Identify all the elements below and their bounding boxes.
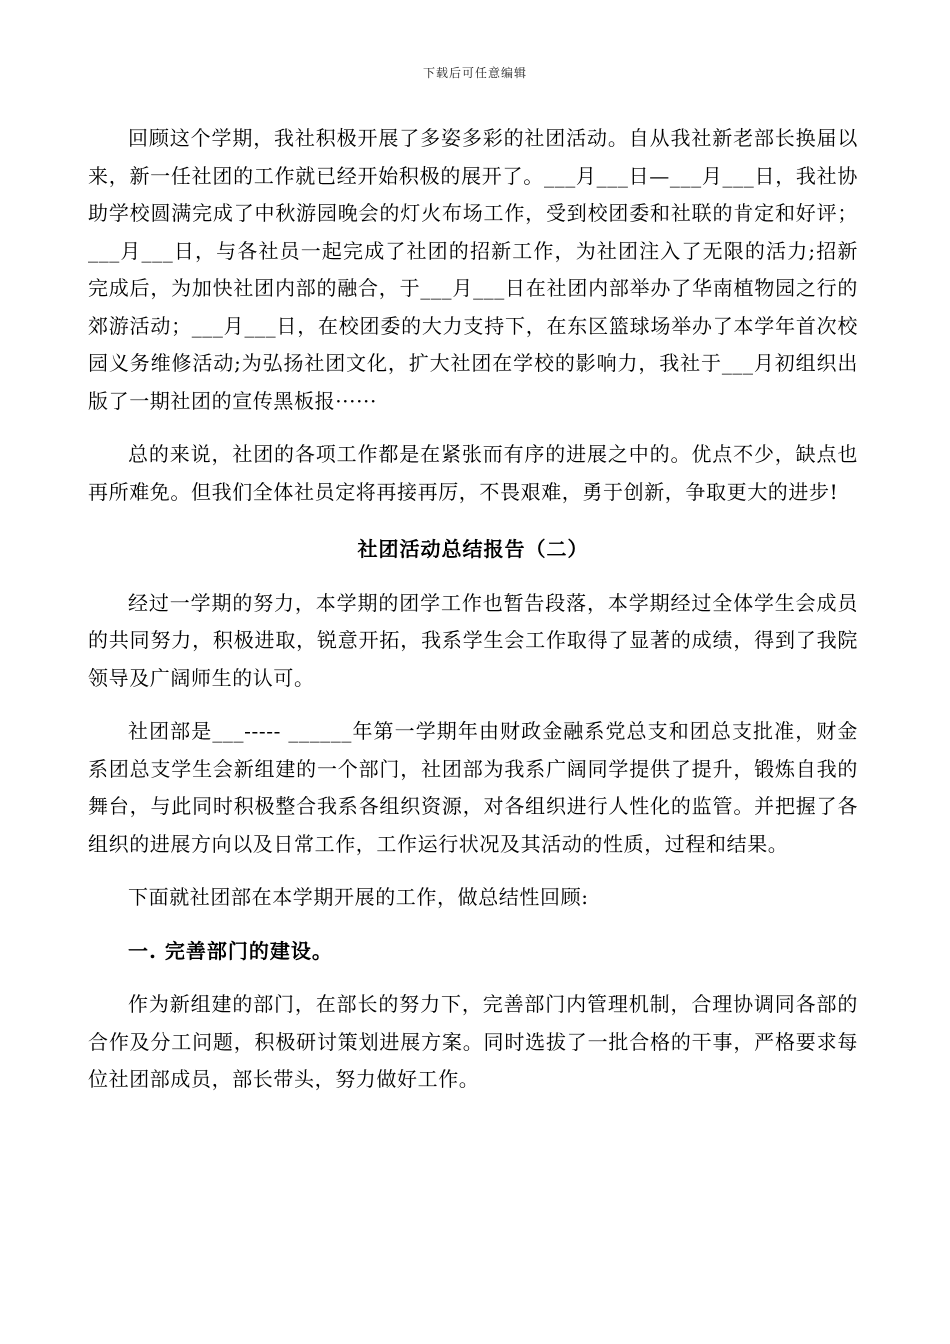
paragraph-semester: 经过一学期的努力，本学期的团学工作也暂告段落，本学期经过全体学生会成员的共同努力，积极进取，锐意开拓，我系学生会工作取得了显著的成绩，得到了我院领导及广阔师生的认可。 xyxy=(88,590,858,690)
paragraph-review: 回顾这个学期，我社积极开展了多姿多彩的社团活动。自从我社新老部长换届以来，新一任社团的工作就已经开始积极的展开了。___月___日—___月___日，我社协助学校圆满完成了中秋游园晚会的灯火布场工作，受到校团委和社联的肯定和好评；___月___日，与各社员一起完成了社团的招新工作，为社团注入了无限的活力;招新完成后，为加快社团内部的融合，于___月___日在社团内部举办了华南植物园之行的郊游活动；___月___日，在校团委的大力支持下，在东区篮球场举办了本学年首次校园义务维修活动;为弘扬社团文化，扩大社团在学校的影响力，我社于___月初组织出版了一期社团的宣传黑板报······ xyxy=(88,126,858,413)
paragraph-summary: 总的来说，社团的各项工作都是在紧张而有序的进展之中的。优点不少，缺点也再所难免。但我们全体社员定将再接再厉，不畏艰难，勇于创新，争取更大的进步! xyxy=(88,442,858,504)
subheading-dept-building: 一. 完善部门的建设。 xyxy=(128,938,333,963)
section-title: 社团活动总结报告（二） xyxy=(357,537,589,561)
paragraph-intro-review: 下面就社团部在本学期开展的工作，做总结性回顾: xyxy=(128,885,589,909)
page-header: 下载后可任意编辑 xyxy=(422,66,527,80)
document-body xyxy=(88,120,858,1099)
paragraph-dept-building: 作为新组建的部门，在部长的努力下，完善部门内管理机制，合理协调同各部的合作及分工问题，积极研讨策划进展方案。同时选拔了一批合格的干事，严格要求每位社团部成员，部长带头，努力做好工作。 xyxy=(88,992,858,1091)
paragraph-club-dept: 社团部是___----- ______年第一学期年由财政金融系党总支和团总支批准，财金系团总支学生会新组建的一个部门，社团部为我系广阔同学提供了提升，锻炼自我的舞台，与此同时积极整合我系各组织资源，对各组织进行人性化的监管。并把握了各组织的进展方向以及日常工作，工作运行状况及其活动的性质，过程和结果。 xyxy=(88,719,858,856)
